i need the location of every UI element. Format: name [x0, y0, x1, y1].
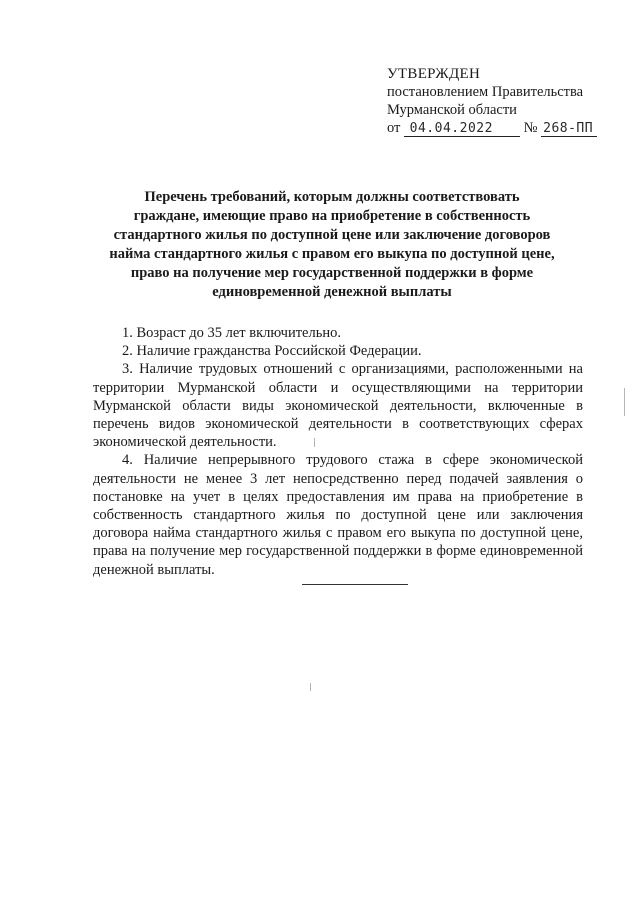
- title-line: граждане, имеющие право на приобретение в собственность: [133, 208, 531, 224]
- approval-heading: УТВЕРЖДЕН: [387, 66, 481, 82]
- title-line: единовременной денежной выплаты: [212, 284, 452, 300]
- end-separator-line: [302, 584, 408, 585]
- requirement-item: 1. Возраст до 35 лет включительно.: [122, 325, 341, 341]
- requirement-item: 2. Наличие гражданства Российской Федерации.: [122, 343, 422, 360]
- approval-region: Мурманской области: [387, 102, 517, 118]
- title-line: Перечень требований, которым должны соответствовать: [144, 189, 520, 205]
- requirements-list: [93, 324, 583, 579]
- approval-authority: постановлением Правительства: [387, 84, 584, 100]
- scan-artifact: [624, 388, 625, 416]
- date-value: 04.04.2022: [409, 121, 493, 136]
- date-field: [404, 121, 520, 137]
- approval-date-line: [387, 119, 637, 137]
- number-value: 268-ПП: [543, 121, 594, 136]
- number-field: [541, 121, 597, 137]
- date-prefix: от: [387, 120, 401, 136]
- title-line: право на получение мер государственной поддержки в форме: [130, 265, 534, 281]
- title-line: найма стандартного жилья с правом его выкупа по доступной цене,: [109, 246, 555, 262]
- document-title: [95, 188, 569, 302]
- requirement-item: 4. Наличие непрерывного трудового стажа в сфере экономической деятельности не менее 3 лет непосредственно перед подачей заявления о постановке на учет в целях предоставления им права на приобретение в собственность стандартного жилья по доступной цене или заключения договора найма стандартного жилья с правом его выкупа по доступной цене, права на получение мер государственной поддержки в форме единовременной денежной выплаты.: [93, 452, 583, 578]
- approval-block: [387, 65, 637, 137]
- scan-artifact: [314, 438, 315, 447]
- number-prefix: №: [523, 120, 538, 136]
- requirement-item: 3. Наличие трудовых отношений с организациями, расположенными на территории Мурманской области и осуществляющими на территории Мурманской области виды экономической деятельности, включенные в перечень видов экономической деятельности в соответствующих сферах экономической деятельности.: [93, 361, 583, 451]
- title-line: стандартного жилья по доступной цене или заключение договоров: [113, 227, 551, 243]
- scan-artifact: [310, 683, 311, 691]
